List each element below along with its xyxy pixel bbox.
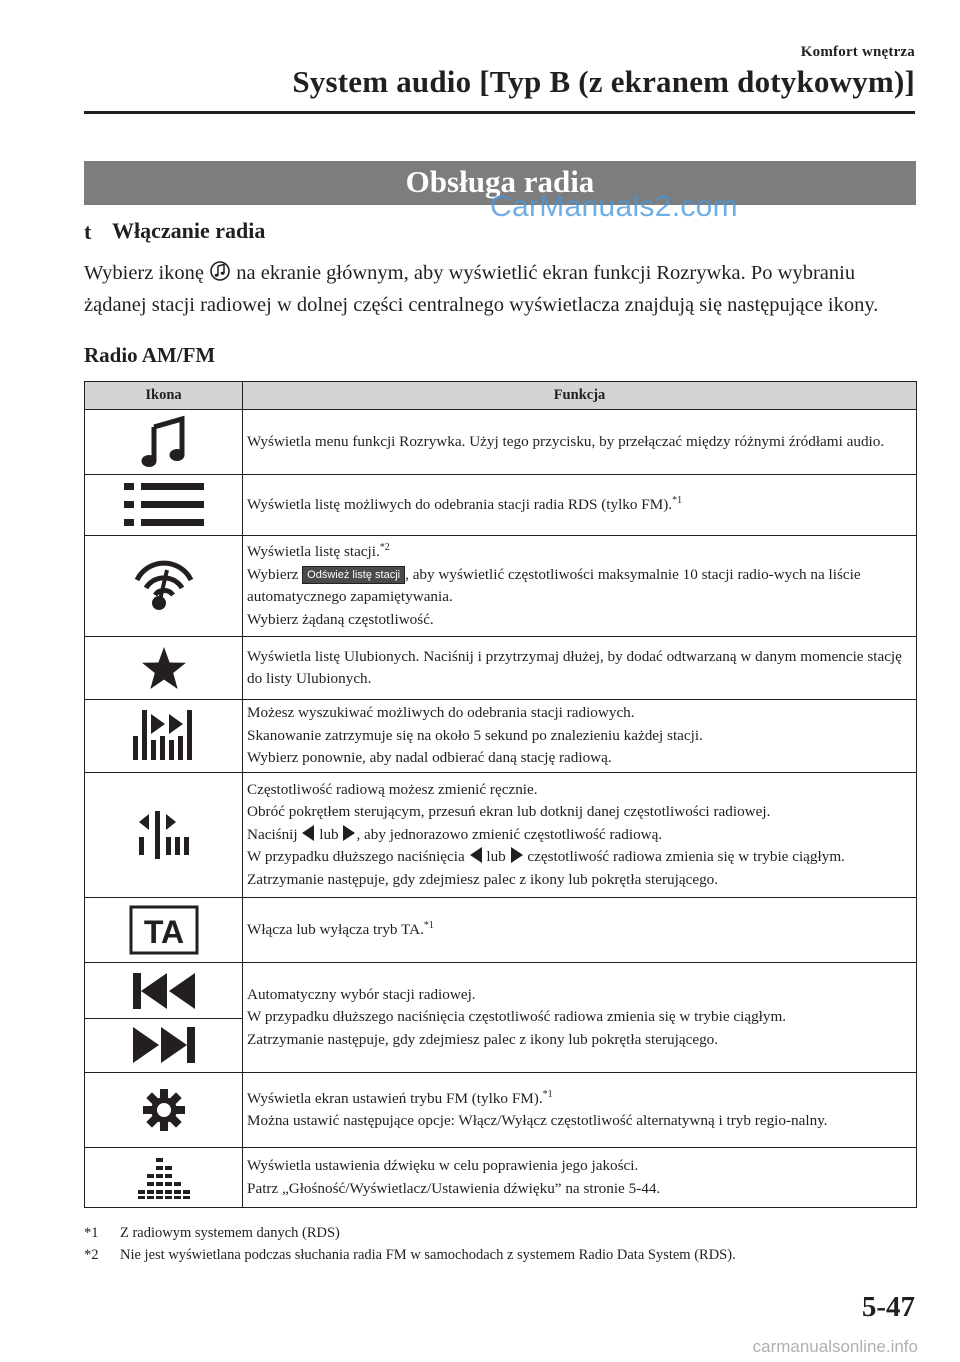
function-text: Wybierz	[247, 565, 303, 583]
function-cell	[243, 637, 917, 700]
function-text: W przypadku dłuższego naciśnięcia	[247, 848, 469, 866]
column-header-icon: Ikona	[85, 382, 243, 410]
footnote-text: Z radiowym systemem danych (RDS)	[120, 1225, 340, 1241]
table-row	[85, 1073, 917, 1148]
function-text: Można ustawić następujące opcje: Włącz/Wyłącz częstotliwość alternatywną i tryb regio-nalny.	[247, 1112, 828, 1129]
icon-cell	[85, 963, 243, 1073]
function-cell	[243, 475, 917, 536]
subsection-bullet: t	[84, 219, 92, 244]
footnote	[84, 1225, 340, 1242]
icon-cell-divider	[85, 1018, 242, 1019]
icon-cell	[85, 1148, 243, 1208]
section-title: Komfort wnętrza	[800, 44, 915, 60]
function-text: lub	[315, 825, 343, 843]
seek-back-icon	[131, 971, 197, 1011]
function-text: Wyświetla ustawienia dźwięku w celu poprawienia jego jakości.	[247, 1157, 639, 1174]
intro-paragraph	[84, 259, 918, 320]
column-header-function: Funkcja	[243, 382, 917, 410]
icon-function-table	[84, 381, 917, 1208]
music-note-inline-icon	[210, 260, 230, 291]
chapter-banner: Obsługa radia	[84, 161, 916, 205]
function-text: Wyświetla listę stacji.	[247, 543, 380, 560]
function-text: Patrz „Głośność/Wyświetlacz/Ustawienia dźwięku” na stronie 5-44.	[247, 1179, 661, 1197]
footnote-mark: *2	[84, 1247, 99, 1263]
music-note-icon	[140, 415, 188, 469]
icon-cell	[85, 700, 243, 773]
icon-cell	[85, 1073, 243, 1148]
manual-tune-icon	[139, 811, 189, 859]
sound-settings-icon	[136, 1157, 192, 1199]
seek-forward-icon	[131, 1025, 197, 1065]
function-text: , aby jednorazowo zmienić częstotliwość radiową.	[356, 825, 663, 843]
ta-icon	[129, 905, 199, 955]
page-title: System audio [Typ B (z ekranem dotykowym)]	[292, 64, 915, 99]
subsection-title: Włączanie radia	[112, 218, 266, 243]
station-list-icon	[133, 560, 195, 612]
function-text: W przypadku dłuższego naciśnięcia częstotliwość radiowa zmienia się w trybie ciągłym.	[247, 1008, 787, 1026]
function-cell	[243, 963, 917, 1073]
function-cell	[243, 1148, 917, 1208]
icon-cell	[85, 536, 243, 637]
intro-text-end: na ekranie głównym, aby wyświetlić ekran funkcji Rozrywka. Po wybraniu żądanej stacji radiowej w dolnej części centralnego wyświetlacza znajdują się następujące ikony.	[84, 262, 879, 316]
footnote-ref: *1	[423, 919, 434, 931]
refresh-station-list-button: Odśwież listę stacji	[302, 566, 405, 584]
function-cell	[243, 898, 917, 963]
function-text: Włącza lub wyłącza tryb TA.	[247, 920, 424, 938]
icon-cell	[85, 773, 243, 898]
function-text: Wyświetla listę możliwych do odebrania stacji radia RDS (tylko FM).	[247, 495, 673, 513]
watermark: CarManuals2.com	[490, 190, 738, 223]
table-row	[85, 536, 917, 637]
ta-icon-label: TA	[143, 914, 184, 950]
function-text: Częstotliwość radiową możesz zmienić ręcznie.	[247, 780, 538, 798]
function-text: częstotliwość radiowa zmienia się w trybie ciągłym. Zatrzymanie następuje, gdy zdejmiesz palec z ikony lub pokrętła sterującego.	[247, 848, 845, 888]
table-row	[85, 898, 917, 963]
gear-icon	[142, 1088, 186, 1132]
function-cell	[243, 536, 917, 637]
tune-up-icon	[343, 825, 355, 841]
star-icon	[141, 646, 187, 690]
icon-cell	[85, 410, 243, 475]
function-text: lub	[482, 848, 510, 866]
function-cell	[243, 773, 917, 898]
intro-text-start: Wybierz ikonę	[84, 262, 210, 284]
tune-up-icon	[511, 847, 523, 863]
icon-cell	[85, 475, 243, 536]
scan-icon	[133, 710, 195, 762]
function-cell	[243, 410, 917, 475]
table-row	[85, 773, 917, 898]
function-text: Skanowanie zatrzymuje się na około 5 sekund po znalezieniu każdej stacji.	[247, 726, 703, 744]
tune-down-icon	[302, 825, 314, 841]
function-text: Automatyczny wybór stacji radiowej.	[247, 985, 476, 1003]
table-row	[85, 410, 917, 475]
function-cell	[243, 1073, 917, 1148]
footnote-ref: *1	[542, 1088, 553, 1100]
footnote-ref: *2	[379, 542, 390, 553]
table-row	[85, 475, 917, 536]
footnote-text: Nie jest wyświetlana podczas słuchania radia FM w samochodach z systemem Radio Data System (RDS).	[120, 1247, 736, 1263]
function-text: Wyświetla listę Ulubionych. Naciśnij i przytrzymaj dłużej, by dodać odtwarzaną w danym momencie stację do listy Ulubionych.	[247, 647, 902, 687]
function-text: Wyświetla ekran ustawień trybu FM (tylko FM).	[247, 1089, 543, 1107]
footnote-mark: *1	[84, 1225, 99, 1241]
function-cell	[243, 700, 917, 773]
function-text: , aby wyświetlić częstotliwości maksymalnie 10 stacji radio-wych na liście automatycznego zapamiętywania.	[247, 565, 861, 605]
function-text: Wybierz żądaną częstotliwość.	[247, 610, 434, 628]
table-row	[85, 700, 917, 773]
function-text: Wybierz ponownie, aby nadal odbierać daną stację radiową.	[247, 749, 612, 767]
source-watermark: carmanualsonline.info	[752, 1337, 918, 1356]
tune-down-icon	[470, 847, 482, 863]
icon-cell	[85, 637, 243, 700]
icon-cell	[85, 898, 243, 963]
radio-type-label: Radio AM/FM	[84, 343, 216, 367]
page-number: 5-47	[861, 1291, 915, 1323]
table-row	[85, 637, 917, 700]
header-divider	[84, 111, 915, 114]
function-text: Obróć pokrętłem sterującym, przesuń ekran lub dotknij danej częstotliwości radiowej.	[247, 803, 771, 821]
footnote	[84, 1247, 736, 1264]
function-text: Zatrzymanie następuje, gdy zdejmiesz palec z ikony lub pokrętła sterującego.	[247, 1030, 719, 1048]
list-icon	[124, 481, 204, 529]
table-row	[85, 963, 917, 1073]
function-text: Możesz wyszukiwać możliwych do odebrania stacji radiowych.	[247, 704, 635, 722]
function-text: Naciśnij	[247, 825, 302, 843]
table-row	[85, 1148, 917, 1208]
footnote-ref: *1	[672, 494, 683, 506]
function-text: Wyświetla menu funkcji Rozrywka. Użyj tego przycisku, by przełączać między różnymi źródłami audio.	[247, 432, 885, 450]
